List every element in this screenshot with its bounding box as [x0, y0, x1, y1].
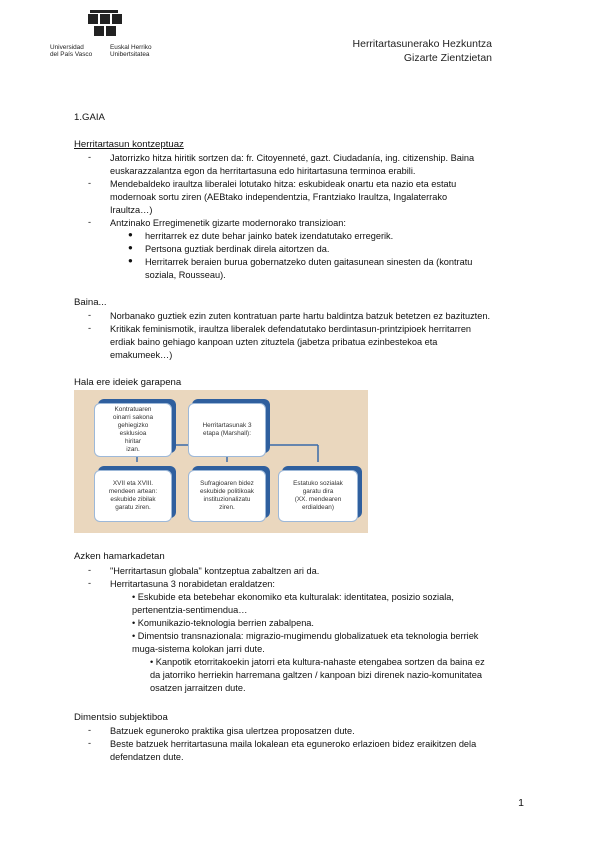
header-line-2: Gizarte Zientzietan: [403, 52, 492, 64]
dash-bullet: -: [88, 310, 92, 320]
list-item-text: • Eskubide eta betebehar ekonomiko eta kulturalak: identitatea, posizio soziala,: [132, 592, 454, 602]
diagram-node-line: ziren.: [219, 504, 235, 511]
chapter-title: 1.GAIA: [74, 112, 105, 123]
list-item-text: pertenentzia-sentimendua…: [132, 605, 248, 615]
list-item-text: Norbanako guztiek ezin zuten kontratuan parte hartu baldintza batzuk betetzen ez bazituzten.: [110, 311, 490, 321]
dash-bullet: -: [88, 152, 92, 162]
dash-bullet: -: [88, 217, 92, 227]
diagram-node-line: garatu dira: [302, 488, 334, 495]
list-item-text: osatzen jarraitzen dute.: [150, 683, 246, 693]
diagram-node-political: [188, 470, 266, 522]
list-item-text: Pertsona guztiak berdinak direla aitortzen da.: [145, 244, 330, 254]
list-item-text: Kritikak feminismotik, iraultza liberalek defendatutako berdintasun-printzipioek herritarren: [110, 324, 472, 334]
diagram-node-line: oinarri sakona: [112, 414, 154, 421]
dash-bullet: -: [88, 738, 92, 748]
diagram-node-line: mendeen artean:: [108, 488, 158, 495]
list-item-text: "Herritartasun globala" kontzeptua zabaltzen ari da.: [110, 566, 320, 576]
list-item-text: emakumeek…): [110, 350, 173, 360]
list-item-text: Beste batzuek herritartasuna maila lokalean eta eguneroko erlazioen bidez eraikitzen dela: [110, 739, 477, 749]
list-item-text: • Kanpotik etorritakoekin jatorri eta kultura-nahaste etengabea sortzen da baina ez: [150, 657, 485, 667]
etapa-diagram: [74, 390, 368, 533]
diagram-node-line: erdialdean): [302, 504, 334, 511]
logo-mark-icon: [46, 10, 166, 44]
list-item-text: • Komunikazio-teknologia berrien zabalpena.: [132, 618, 314, 628]
bullet-dot-icon: ●: [128, 243, 133, 252]
diagram-node-line: eskubide politikoak: [200, 488, 254, 495]
logo-text-spanish: Universidad del País Vasco: [50, 44, 93, 58]
list-item-text: euskarazzalantza egon da herritartasuna edo hiritartasuna terminoa erabili.: [110, 166, 416, 176]
dash-bullet: -: [88, 578, 92, 588]
dash-bullet: -: [88, 725, 92, 735]
list-item-text: Batzuek eguneroko praktika gisa ulertzea proposatzen dute.: [110, 726, 355, 736]
diagram-node-line: hiritar: [125, 438, 141, 445]
diagram-node-line: garatu ziren.: [115, 504, 151, 511]
diagram-node-civil: [94, 470, 172, 522]
diagram-node-social: [278, 470, 358, 522]
section-title: Herritartasun kontzeptuaz: [74, 139, 184, 150]
diagram-node-line: Sufragioaren bidez: [200, 480, 254, 487]
list-item-text: Mendebaldeko iraultza liberalei lotutako hitza: eskubideak onartu eta nazio eta estatu: [110, 179, 457, 189]
section-title: Baina...: [74, 297, 107, 308]
diagram-node-line: Herritartasunak 3: [202, 422, 252, 429]
dash-bullet: -: [88, 565, 92, 575]
page-number: 1: [518, 797, 524, 809]
list-item-text: Herritartasuna 3 norabidetan eraldatzen:: [110, 579, 275, 589]
section-title: Dimentsio subjektiboa: [74, 712, 168, 723]
diagram-node-line: XVII eta XVIII.: [112, 480, 154, 487]
list-item-text: Iraultza…): [110, 205, 153, 215]
diagram-node-line: etapa (Marshall):: [203, 430, 251, 437]
dash-bullet: -: [88, 178, 92, 188]
diagram-node-line: gehiegizko: [117, 422, 149, 429]
header-line-1: Herritartasunerako Hezkuntza: [352, 38, 492, 50]
section-title: Hala ere ideiek garapena: [74, 377, 182, 388]
list-item-text: erdiak baino gehiago kanpoan uzten zituztela (jabetza pribatua ezinbestekoa eta: [110, 337, 438, 347]
bullet-dot-icon: ●: [128, 230, 133, 239]
diagram-node-line: (XX. mendearen: [294, 496, 342, 503]
list-item-text: Antzinako Erregimenetik gizarte modernorako transizioan:: [110, 218, 346, 228]
list-item-text: • Dimentsio transnazionala: migrazio-mugimendu globalizatuek eta teknologia berriek: [132, 631, 479, 641]
diagram-node-line: izan.: [126, 446, 140, 453]
dash-bullet: -: [88, 323, 92, 333]
list-item-text: Herritarrek beraien burua gobernatzeko duten gaitasunean sinesten da (kontratu: [145, 257, 473, 267]
section-title: Azken hamarkadetan: [74, 551, 165, 562]
list-item-text: defendatzen dute.: [110, 752, 184, 762]
diagram-node-line: esklusioa: [119, 430, 147, 437]
list-item-text: soziala, Rousseau).: [145, 270, 226, 280]
diagram-node-line: Estatuko sozialak: [293, 480, 343, 487]
diagram-node-line: Kontratuaren: [114, 406, 152, 413]
list-item-text: da jatorriko herriekin harremana galtzen / kanpoan bizi direnek nazio-komunitatea: [150, 670, 482, 680]
list-item-text: muga-sistema kolokan jarri dute.: [132, 644, 265, 654]
list-item-text: Jatorrizko hitza hiritik sortzen da: fr. Citoyenneté, gazt. Ciudadanía, ing. citizenship. Baina: [110, 153, 475, 163]
list-item-text: modernoak sortu ziren (AEBtako independentzia, Frantziako Iraultza, Ingalaterrako: [110, 192, 448, 202]
university-logo: [46, 10, 166, 62]
bullet-dot-icon: ●: [128, 256, 133, 265]
diagram-node-marshall: [188, 403, 266, 457]
diagram-node-line: instituzionalizatu: [203, 496, 251, 503]
logo-text-basque: Euskal Herriko Unibertsitatea: [110, 44, 152, 58]
diagram-node-line: eskubide zibilak: [110, 496, 156, 503]
diagram-node-contract: [94, 403, 172, 457]
list-item-text: herritarrek ez dute behar jainko batek izendatutako erregerik.: [145, 231, 394, 241]
